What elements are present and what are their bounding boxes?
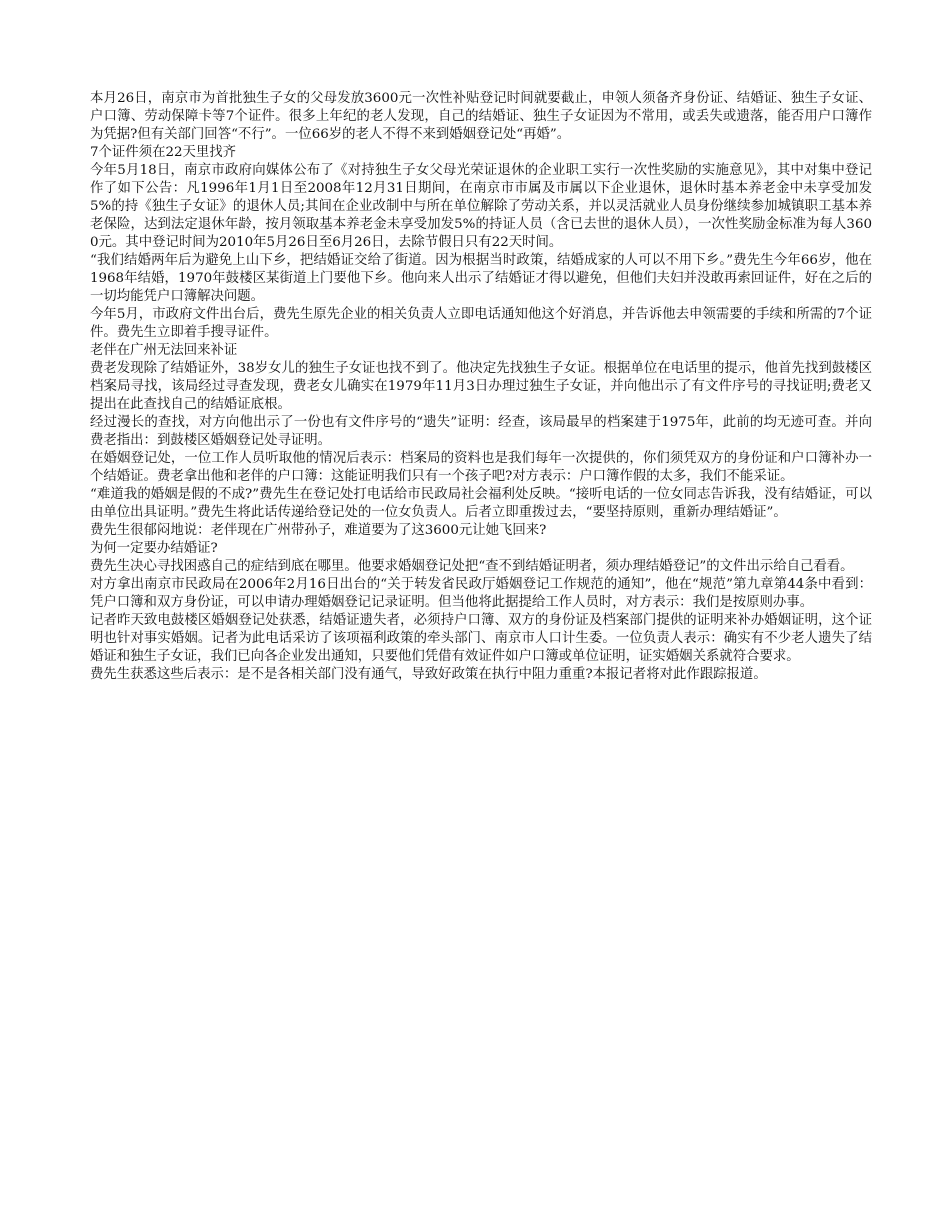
paragraph-reporter-inquiry: 记者昨天致电鼓楼区婚姻登记处获悉，结婚证遗失者，必须持户口簿、双方的身份证及档案部门提供的证明来补办婚姻证明，这个证明也针对事实婚姻。记者为此电话采访了该项福利政策的牵头部门、南京市人口计生委。一位负责人表示：确实有不少老人遗失了结婚证和独生子女证，我们已向各企业发出通知，只要他们凭借有效证件如户口簿或单位证明，证实婚姻关系就符合要求。 [90,613,872,664]
paragraph-lost-proof: 经过漫长的查找，对方向他出示了一份也有文件序号的“遗失”证明：经查，该局最早的档案建于1975年，此前的均无迹可查。并向费老指出：到鼓楼区婚姻登记处寻证明。 [90,415,872,448]
paragraph-policy: 今年5月18日，南京市政府向媒体公布了《对持独生子女父母光荣证退休的企业职工实行一次性奖励的实施意见》，其中对集中登记作了如下公告：凡1996年1月1日至2008年12月31日期间，在南京市市属及市属以下企业退休，退休时基本养老金中未享受加发5%的持《独生子女证》的退休人员;其间在企业改制中与所在单位解除了劳动关系，并以灵活就业人员身份继续参加城镇职工基本养老保险，达到法定退休年龄，按月领取基本养老金未享受加发5%的持证人员（含已去世的退休人员），一次性奖励金标准为每人3600元。其中登记时间为2010年5月26日至6月26日，去除节假日只有22天时间。 [90,163,872,250]
paragraph-archive-search: 费老发现除了结婚证外，38岁女儿的独生子女证也找不到了。他决定先找独生子女证。根据单位在电话里的提示，他首先找到鼓楼区档案局寻找，该局经过寻查发现，费老女儿确实在1979年11月3日办理过独生子女证，并向他出示了有文件序号的寻找证明;费老又提出在此查找自己的结婚证底根。 [90,361,872,412]
article-body [90,90,872,684]
paragraph-notification: 今年5月，市政府文件出台后，费先生原先企业的相关负责人立即电话通知他这个好消息，并告诉他去申领需要的手续和所需的7个证件。费先生立即着手搜寻证件。 [90,307,872,340]
section-heading-documents: 7个证件须在22天里找齐 [90,145,237,160]
paragraph-marriage-history: “我们结婚两年后为避免上山下乡，把结婚证交给了街道。因为根据当时政策，结婚成家的人可以不用下乡。”费先生今年66岁，他在1968年结婚，1970年鼓楼区某街道上门要他下乡。他向来人出示了结婚证才得以避免，但他们夫妇并没敢再索回证件，好在之后的一切均能凭户口簿解决问题。 [90,253,872,304]
paragraph-request-document: 费先生决心寻找困惑自己的症结到底在哪里。他要求婚姻登记处把“查不到结婚证明者，须办理结婚登记”的文件出示给自己看看。 [90,559,854,574]
paragraph-phone-call: “难道我的婚姻是假的不成?”费先生在登记处打电话给市民政局社会福利处反映。“接听电话的一位女同志告诉我，没有结婚证，可以由单位出具证明。”费先生将此话传递给登记处的一位女负责人。后者立即重拨过去，“要坚持原则，重新办理结婚证”。 [90,487,872,520]
paragraph-regulation: 对方拿出南京市民政局在2006年2月16日出台的“关于转发省民政厅婚姻登记工作规范的通知”，他在“规范”第九章第44条中看到：凭户口簿和双方身份证，可以申请办理婚姻登记记录证明。但当他将此据提给工作人员时，对方表示：我们是按原则办事。 [90,577,872,610]
paragraph-intro: 本月26日，南京市为首批独生子女的父母发放3600元一次性补贴登记时间就要截止，申领人须备齐身份证、结婚证、独生子女证、户口簿、劳动保障卡等7个证件。很多上年纪的老人发现，自己的结婚证、独生子女证因为不常用，或丢失或遗落，能否用户口簿作为凭据?但有关部门回答“不行”。一位66岁的老人不得不来到婚姻登记处“再婚”。 [90,91,872,142]
section-heading-why: 为何一定要办结婚证? [90,541,218,556]
section-heading-guangzhou: 老伴在广州无法回来补证 [90,343,238,358]
paragraph-frustration: 费先生很郁闷地说：老伴现在广州带孙子，难道要为了这3600元让她飞回来? [90,523,547,538]
paragraph-registry-office: 在婚姻登记处，一位工作人员听取他的情况后表示：档案局的资料也是我们每年一次提供的，你们须凭双方的身份证和户口簿补办一个结婚证。费老拿出他和老伴的户口簿：这能证明我们只有一个孩子吧?对方表示：户口簿作假的太多，我们不能采证。 [90,451,872,484]
paragraph-conclusion: 费先生获悉这些后表示：是不是各相关部门没有通气，导致好政策在执行中阻力重重?本报记者将对此作跟踪报道。 [90,667,767,682]
